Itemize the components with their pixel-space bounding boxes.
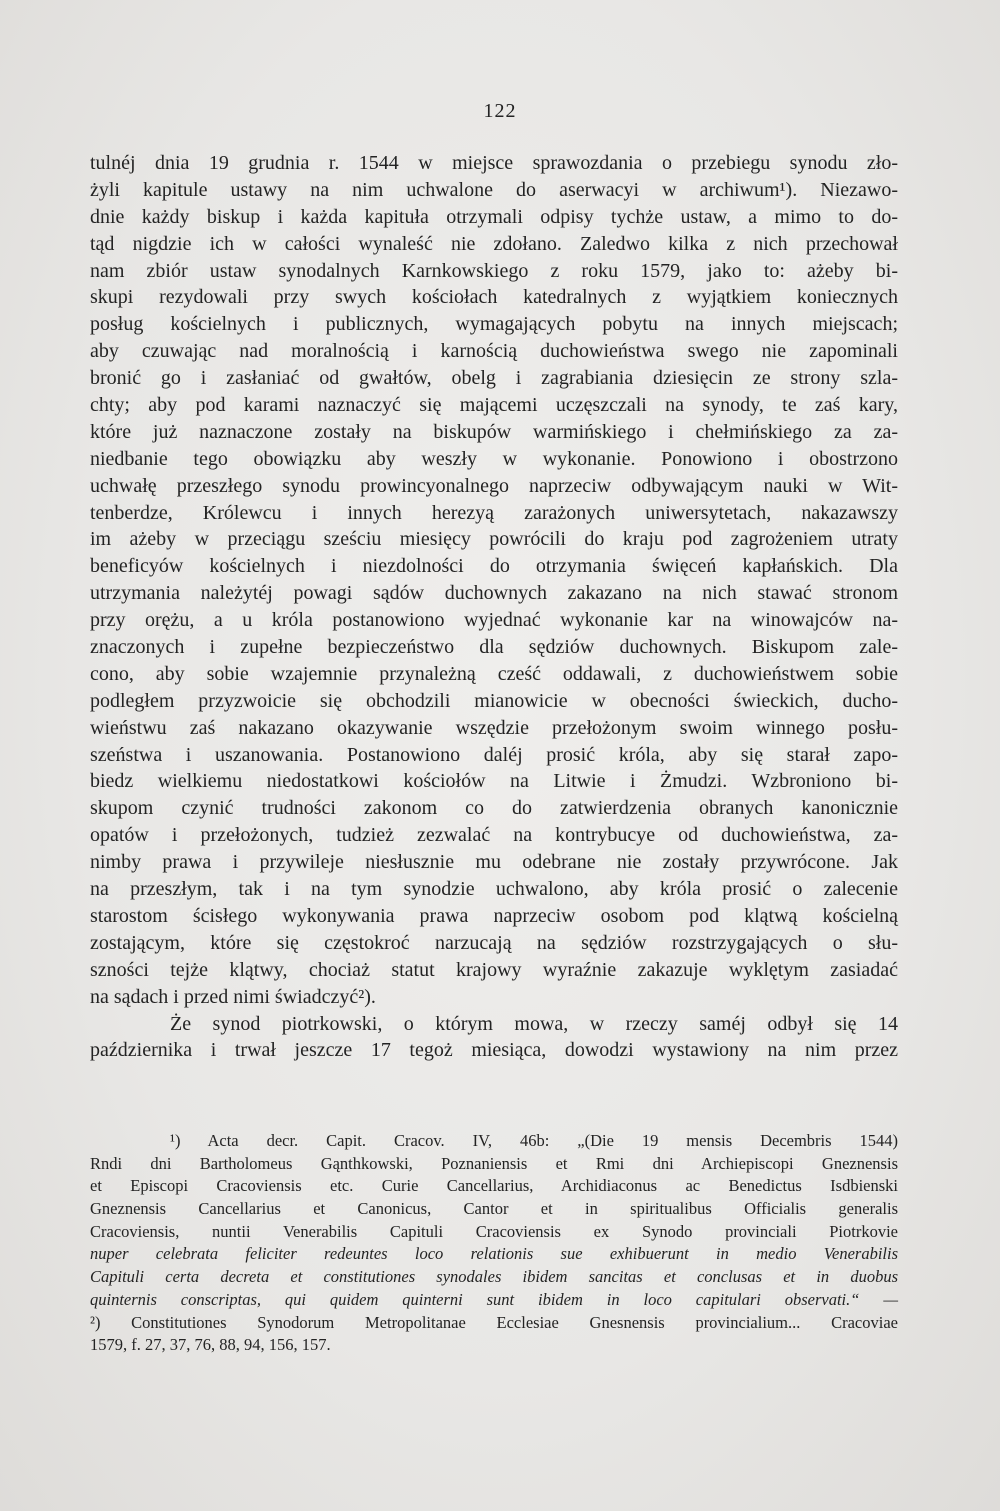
text-line: starostom ścisłego wykonywania prawa naprzeciw osobom pod klątwą kościelną [90, 904, 898, 927]
text-line: podległem przyzwoicie się obchodzili mianowicie w obecności świeckich, ducho- [90, 689, 898, 712]
text-line: tenberdze, Królewcu i innych herezyą zarażonych uniwersytetach, nakazawszy [90, 501, 898, 524]
paragraph-start-line: Że synod piotrkowski, o którym mowa, w rzeczy saméj odbył się 14 [170, 1012, 898, 1035]
footnote-1-line: Gneznensis Cancellarius et Canonicus, Cantor et in spiritualibus Officialis generalis [90, 1199, 898, 1219]
text-line: przy orężu, a u króla postanowiono wyjednać wykonanie kar na winowajców na- [90, 609, 898, 632]
text-line: im ażeby w przeciągu sześciu miesięcy powrócili do kraju pod zagrożeniem utraty [90, 528, 898, 551]
text-line: biedz wielkiemu niedostatkowi kościołów na Litwie i Żmudzi. Wzbroniono bi- [90, 770, 898, 793]
text-line: skupi rezydowali przy swych kościołach katedralnych z wyjątkiem koniecznych [90, 286, 898, 309]
text-line: posług kościelnych i publicznych, wymagających pobytu na innych miejscach; [90, 313, 898, 336]
footnote-1-line: Cracoviensis, nuntii Venerabilis Capituli Cracoviensis ex Synodo provinciali Piotrkovie [90, 1221, 898, 1241]
text-line: dnie każdy biskup i każda kapituła otrzymali odpisy tychże ustaw, a mimo to do- [90, 205, 898, 228]
footnote-1-line: nuper celebrata feliciter redeuntes loco relationis sue exhibuerunt in medio Venerabilis [90, 1244, 898, 1264]
text-line: niedbanie tego obowiązku aby weszły w wykonanie. Ponowiono i obostrzono [90, 447, 898, 470]
footnote-1-line: ¹) Acta decr. Capit. Cracov. IV, 46b: „(Die 19 mensis Decembris 1544) [170, 1131, 898, 1150]
paragraph-end-line: na sądach i przed nimi świadczyć²). [90, 985, 376, 1008]
text-line: bronić go i zasłaniać od gwałtów, obelg i zagrabiania dziesięcin ze strony szla- [90, 367, 898, 390]
footnote-1-line: et Episcopi Cracoviensis etc. Curie Cancellarius, Archidiaconus ac Benedictus Isdbienski [90, 1176, 898, 1196]
text-line: utrzymania należytéj powagi sądów duchownych zakazano na nich stawać stronom [90, 582, 898, 605]
footnote-1-line: Rndi dni Bartholomeus Gąnthkowski, Poznaniensis et Rmi dni Archiepiscopi Gneznensis [90, 1153, 898, 1173]
text-line: wieństwu zaś nakazano okazywanie wszędzie przełożonym swoim winnego posłu- [90, 716, 898, 739]
text-line: uchwałę przeszłego synodu prowincyonalnego naprzeciw odbywającym nauki w Wit- [90, 474, 898, 497]
text-line: szności tejże klątwy, chociaż statut krajowy wyraźnie zakazuje wyklętym zasiadać [90, 958, 898, 981]
footnote-2-line: ²) Constitutiones Synodorum Metropolitanae Ecclesiae Gnesnensis provincialium... Cracoviae [90, 1312, 898, 1332]
text-line: skupom czynić trudności zakonom co do zatwierdzenia obranych kanonicznie [90, 797, 898, 820]
main-text [90, 150, 898, 1064]
page-number: 122 [483, 100, 517, 122]
text-line: żyli kapitule ustawy na nim uchwalone do aserwacyi w archiwum¹). Niezawo- [90, 178, 898, 201]
text-line: tąd nigdzie ich w całości wynaleść nie zdołano. Zaledwo kilka z nich przechował [90, 232, 898, 255]
text-line: cono, aby sobie wzajemnie przynależną cześć oddawali, z duchowieństwem sobie [90, 662, 898, 685]
footnote-1-line: quinternis conscriptas, qui quidem quinterni sunt ibidem in loco capitulari observati.“ — [90, 1289, 898, 1309]
text-line: znaczonych i zupełne bezpieczeństwo dla sędziów duchownych. Biskupom zale- [90, 636, 898, 659]
text-line: tulnéj dnia 19 grudnia r. 1544 w miejsce sprawozdania o przebiegu synodu zło- [90, 152, 898, 174]
footnotes [90, 1130, 898, 1357]
text-line: chty; aby pod karami naznaczyć się mającemi uczęszczali na synody, te zaś kary, [90, 394, 898, 417]
text-line: nimby prawa i przywileje niesłusznie mu odebrane nie zostały przywrócone. Jak [90, 851, 898, 874]
text-line: nam zbiór ustaw synodalnych Karnkowskiego z roku 1579, jako to: ażeby bi- [90, 259, 898, 282]
text-line: szeństwa i uszanowania. Postanowiono daléj prosić króla, aby się starał zapo- [90, 743, 898, 766]
footnote-2-line: 1579, f. 27, 37, 76, 88, 94, 156, 157. [90, 1335, 331, 1355]
text-line: zostającym, które się częstokroć narzucają na sędziów rozstrzygających o słu- [90, 931, 898, 954]
text-line: października i trwał jeszcze 17 tegoż miesiąca, dowodzi wystawiony na nim przez [90, 1039, 898, 1062]
text-line: które już naznaczone zostały na biskupów warmińskiego i chełmińskiego za za- [90, 420, 898, 443]
text-line: aby czuwając nad moralnością i karnością duchowieństwa swego nie zapominali [90, 340, 898, 363]
text-line: na przeszłym, tak i na tym synodzie uchwalono, aby króla prosić o zalecenie [90, 878, 898, 901]
text-line: opatów i przełożonych, tudzież zezwalać na kontrybucye od duchowieństwa, za- [90, 824, 898, 847]
footnote-1-line: Capituli certa decreta et constitutiones synodales ibidem sancitas et conclusas et in duobus [90, 1267, 898, 1287]
text-line: beneficyów kościelnych i niezdolności do otrzymania święceń kapłańskich. Dla [90, 555, 898, 578]
